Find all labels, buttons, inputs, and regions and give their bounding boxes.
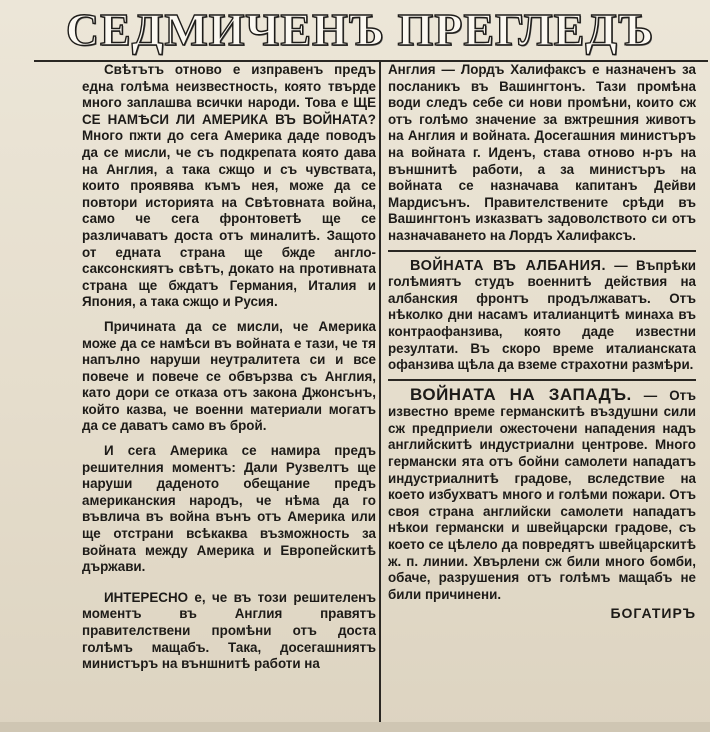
right-paragraph-1: Англия — Лордъ Халифаксъ е назначенъ за посланикъ въ Вашингтонъ. Тази промѣна води следъ себе си нови промѣни, които сж отъ голѣмо значение за вжтрешния животъ на Англия и войната. Досегашния министъръ на войната г. Иденъ, става отново н-ръ на външнитѣ работи, а за министъръ на войната се назначава капитанъ Дейви Мардисънъ. Правителствените срѣди въ Вашингтонъ изказватъ задоволството си отъ назначаването на Лордъ Халифаксъ. — [388, 62, 696, 243]
left-paragraph-4-emphasis: ИНТЕРЕСНО — [104, 589, 189, 605]
left-paragraph-3: И сега Америка се намира предъ решителния моментъ: Дали Рузвелтъ ще наруши даденото обещание предъ американския народъ, че нѣма да го въвлича въ война вънъ отъ Америка или ще отстрани всѣкаква възможность за войната между Америка и Европейскитѣ държави. — [82, 443, 376, 575]
right-column — [388, 62, 696, 622]
page-bottom-edge — [0, 722, 710, 732]
left-paragraph-2: Причината да се мисли, че Америка може да се намѣси въ войната е тази, че тя напълно наруши неутралитета си и все повече и повече се обвързва съ Англия, като дори се отказа отъ закона Джонсънъ, който казва, че военни материали могатъ да се даватъ само въ брой. — [82, 318, 376, 434]
left-paragraph-1 — [82, 62, 376, 311]
right-paragraph-3: — Отъ известно време германскитѣ въздушни сили сж предприели ожесточени нападения надъ английскитѣ индустриални центрове. Много германски ята отъ бойни самолети нападатъ индустриалнитѣ градове, вследствие на което избухватъ много и голѣми пожари. Отъ своя страна английски самолети нападатъ нѣкои германски и швейцарски градове, съ което се цѣлело да повредятъ швейцарскитѣ ж. п. линии. Хвърлени сж били много бомби, обаче, разрушения отъ голѣмъ мащабъ не били причинени. — [388, 387, 696, 602]
section-heading-west: ВОЙНАТА НА ЗАПАДЪ. — [410, 384, 632, 404]
left-paragraph-4-text: е, че въ този решителенъ моментъ въ Англия правятъ правителствени промѣни отъ доста голѣмъ мащабъ. Така, досегашниятъ министъръ на външнитѣ работи на — [82, 589, 376, 672]
article-title: СЕДМИЧЕНЪ ПРЕГЛЕДЪ — [65, 4, 655, 55]
right-paragraph-2: — Въпрѣки голѣмиятъ студъ военнитѣ действия на албанския фронтъ продължаватъ. Отъ нѣколко дни насамъ италианцитѣ минаха въ контраофанзива, която даде известни резултати. Въ скоро време италианската офанзива щѣла да вземе страхотни размѣри. — [388, 257, 696, 373]
author-signature: БОГАТИРЪ — [610, 605, 696, 622]
left-column — [82, 62, 376, 673]
right-section-west — [388, 384, 696, 604]
section-rule-1 — [388, 250, 696, 252]
left-paragraph-1-emphasis: ЩЕ СЕ НАМѢСИ ЛИ АМЕРИКА ВЪ ВОЙНАТА? — [82, 95, 376, 127]
left-paragraph-4 — [82, 590, 376, 673]
right-section-albania — [388, 258, 696, 374]
left-paragraph-1-text-b: Много пжти до сега Америка даде поводъ да се мисли, че съ подкрепата която дава на Англия, а така сжщо и съ чувствата, които проявява къмъ нея, може да се повтори историята на Свѣтовната война, само че сега фронтоветѣ ще се различаватъ доста отъ миналитѣ. Защото от едната страна ще бждe англо-саксонскиятъ свѣтъ, докато на противната страна ще бждатъ Германия, Италия и Япония, а така сжщо и Русия. — [82, 128, 376, 310]
section-heading-albania: ВОЙНАТА ВЪ АЛБАНИЯ. — [410, 257, 606, 274]
section-rule-2 — [388, 379, 696, 381]
column-divider — [379, 62, 381, 722]
left-paragraph-1-text-a: Свѣтътъ отново е изправенъ предъ една голѣма неизвестность, която твърде много заплашва всички народи. Това е — [82, 62, 376, 111]
